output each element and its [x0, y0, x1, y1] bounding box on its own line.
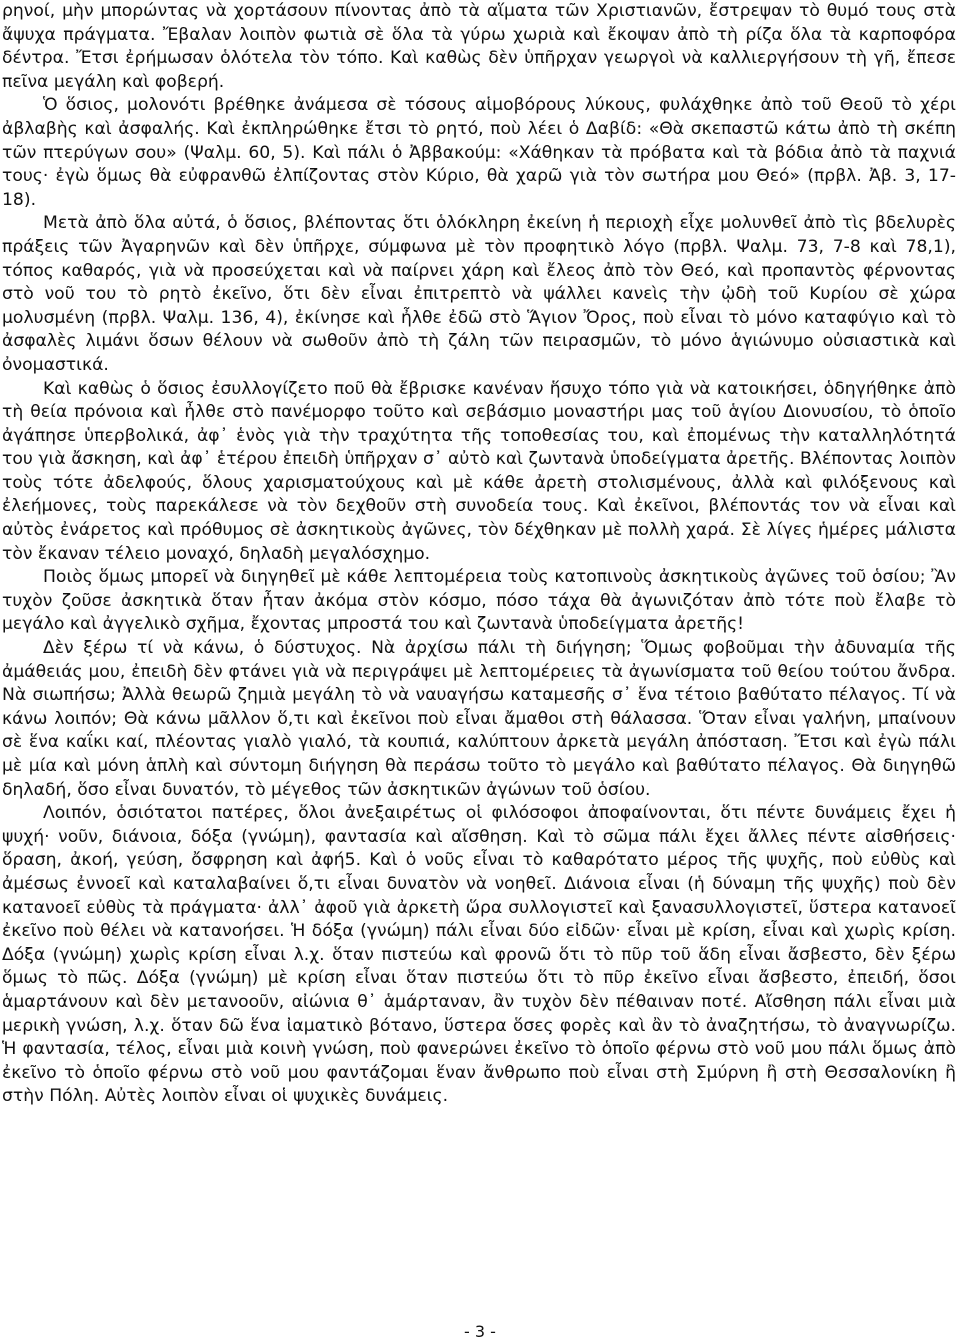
paragraph-3: Μετὰ ἀπὸ ὅλα αὐτά, ὁ ὅσιος, βλέποντας ὅτι ὁλόκληρη ἐκείνη ἡ περιοχὴ εἶχε μολυνθεῖ ἀπὸ τὶς βδελυρὲς πράξεις τῶν Ἀγαρηνῶν καὶ δὲν ὑπῆρχε, σύμφωνα μὲ τὸν προφητικὸ λόγο (πρβλ. Ψαλμ. 73, 7-8 καὶ 78,1), τόπος καθαρός, γιὰ νὰ προσεύχεται καὶ νὰ παίρνει χάρη καὶ ἔλεος ἀπὸ τὸν Θεό, καὶ προπαντὸς φέρνοντας στὸ νοῦ του τὸ ρητὸ ἐκεῖνο, ὅτι δὲν εἶναι ἐπιτρεπτὸ νὰ ψάλλει κανεὶς τὴν ᾠδὴ τοῦ Κυρίου σὲ χώρα μολυσμένη (πρβλ. Ψαλμ. 136, 4), ἐκίνησε καὶ ἦλθε ἐδῶ στὸ Ἅγιον Ὄρος, ποὺ εἶναι τὸ μόνο καταφύγιο καὶ τὸ ἀσφαλὲς λιμάνι ὅσων θέλουν νὰ σωθοῦν ἀπὸ τὴ ζάλη τῶν πειρασμῶν, τὸ μόνο ἁγιώνυμο οὐσιαστικὰ καὶ ὀνομαστικά.: [2, 213, 956, 375]
paragraph-6: Δὲν ξέρω τί νὰ κάνω, ὁ δύστυχος. Νὰ ἀρχίσω πάλι τὴ διήγηση; Ὅμως φοβοῦμαι τὴν ἀδυναμία τῆς ἀμάθειάς μου, ἐπειδὴ δὲν φτάνει γιὰ νὰ περιγράψει μὲ λεπτομέρειες τὰ ἀγωνίσματα τοῦ θείου τούτου ἄνδρα. Νὰ σιωπήσω; Ἀλλὰ θεωρῶ ζημιὰ μεγάλη τὸ νὰ ναυαγήσω καταμεσῆς σ᾽ ἕνα τέτοιο βαθύτατο πέλαγος. Τί νὰ κάνω λοιπόν; Θὰ κάνω μᾶλλον ὅ,τι καὶ ἐκεῖνοι ποὺ εἶναι ἄμαθοι στὴ θάλασσα. Ὅταν εἶναι γαλήνη, μπαίνουν σὲ ἕνα καΐκι καί, πλέοντας γιαλὸ γιαλό, τὰ κουπιά, καλύπτουν ἀρκετὰ μεγάλη ἀπόσταση. Ἔτσι καὶ ἐγὼ πάλι μὲ μία καὶ μόνη ἁπλὴ καὶ σύντομη διήγηση θὰ περάσω τοῦτο τὸ μεγάλο καὶ βαθύτατο πέλαγος. Θὰ διηγηθῶ δηλαδή, ὅσο εἶναι δυνατόν, τὸ μέγεθος τῶν ἀσκητικῶν ἀγώνων τοῦ ὁσίου.: [2, 638, 956, 800]
paragraph-2: Ὁ ὅσιος, μολονότι βρέθηκε ἀνάμεσα σὲ τόσους αἱμοβόρους λύκους, φυλάχθηκε ἀπὸ τοῦ Θεοῦ τὸ χέρι ἀβλαβὴς καὶ ἀσφαλής. Καὶ ἐκπληρώθηκε ἔτσι τὸ ρητό, ποὺ λέει ὁ Δαβίδ: «Θὰ σκεπαστῶ κάτω ἀπὸ τὴ σκέπη τῶν πτερύγων σου» (Ψαλμ. 60, 5). Καὶ πάλι ὁ Ἀββακούμ: «Χάθηκαν τὰ πρόβατα καὶ τὰ βόδια ἀπὸ τὰ παχνιά τους· ἐγὼ ὅμως θὰ εὐφρανθῶ ἐλπίζοντας στὸν Κύριο, θὰ χαρῶ γιὰ τὸν σωτήρα μου Θεό» (πρβλ. Ἀβ. 3, 17-18).: [2, 95, 956, 210]
page-number: - 3 -: [464, 1322, 496, 1341]
paragraph-1: ρηνοί, μὴν μπορώντας νὰ χορτάσουν πίνοντας ἀπὸ τὰ αἵματα τῶν Χριστιανῶν, ἔστρεψαν τὸ θυμό τους στὰ ἄψυχα πράγματα. Ἔβαλαν λοιπὸν φωτιὰ σὲ ὅλα τὰ γύρω χωριὰ καὶ ἔκοψαν ἀπὸ τὴ ρίζα ὅλα τὰ καρποφόρα δέντρα. Ἔτσι ἐρήμωσαν ὁλότελα τὸν τόπο. Καὶ καθὼς δὲν ὑπῆρχαν γεωργοὶ νὰ καλλιεργήσουν τὴ γῆ, ἔπεσε πεῖνα μεγάλη καὶ φοβερή.: [2, 1, 956, 92]
document-body: [2, 0, 956, 1109]
paragraph-5: Ποιὸς ὅμως μπορεῖ νὰ διηγηθεῖ μὲ κάθε λεπτομέρεια τοὺς κατοπινοὺς ἀσκητικοὺς ἀγῶνες τοῦ ὁσίου; Ἂν τυχὸν ζοῦσε ἀσκητικὰ ὅταν ἦταν ἀκόμα στὸν κόσμο, πόσο τάχα θὰ ἀγωνιζόταν ἀπὸ τότε ποὺ ἔλαβε τὸ μεγάλο καὶ ἀγγελικὸ σχῆμα, ἔχοντας μπροστά του καὶ ζωντανὰ ὑποδείγματα ἀρετῆς!: [2, 567, 956, 635]
paragraph-4: Καὶ καθὼς ὁ ὅσιος ἐσυλλογίζετο ποῦ θὰ ἔβρισκε κανέναν ἥσυχο τόπο γιὰ νὰ κατοικήσει, ὁδηγήθηκε ἀπὸ τὴ θεία πρόνοια καὶ ἦλθε στὸ πανέμορφο τοῦτο καὶ σεβάσμιο μοναστήρι μας τοῦ ἁγίου Διονυσίου, τὸ ὁποῖο ἀγάπησε ὑπερβολικά, ἀφ᾽ ἑνὸς γιὰ τὴν τραχύτητα τῆς τοποθεσίας του, καὶ ἐπομένως τὴν καταλληλότητά του γιὰ ἄσκηση, καὶ ἀφ᾽ ἑτέρου ἐπειδὴ ὑπῆρχαν σ᾽ αὐτὸ καὶ ζωντανὰ ὑποδείγματα ἀρετῆς. Βλέποντας λοιπὸν τοὺς τότε ἀδελφούς, ὅλους χαρισματούχους καὶ μὲ κάθε ἀρετὴ στολισμένους, ἀλλὰ καὶ φιλόξενους καὶ ἐλεήμονες, τοὺς παρεκάλεσε νὰ τὸν δεχθοῦν στὴ συνοδεία τους. Καὶ ἐκεῖνοι, βλέποντάς τον νὰ εἶναι καὶ αὐτὸς ἐνάρετος καὶ πρόθυμος σὲ ἀσκητικοὺς ἀγῶνες, τὸν δέχθηκαν μὲ πολλὴ χαρά. Σὲ λίγες ἡμέρες μάλιστα τὸν ἔκαναν τέλειο μοναχό, δηλαδὴ μεγαλόσχημο.: [2, 378, 956, 564]
paragraph-7: Λοιπόν, ὁσιότατοι πατέρες, ὅλοι ἀνεξαιρέτως οἱ φιλόσοφοι ἀποφαίνονται, ὅτι πέντε δυνάμεις ἔχει ἡ ψυχή· νοῦν, διάνοια, δόξα (γνώμη), φαντασία καὶ αἴσθηση. Καὶ τὸ σῶμα πάλι ἔχει ἄλλες πέντε αἰσθήσεις· ὅραση, ἀκοή, γεύση, ὄσφρηση καὶ ἀφή5. Καὶ ὁ νοῦς εἶναι τὸ καθαρότατο μέρος τῆς ψυχῆς, ποὺ εὐθὺς καὶ ἀμέσως ἐννοεῖ καὶ καταλαβαίνει ὅ,τι εἶναι δυνατὸν νὰ νοηθεῖ. Διάνοια εἶναι (ἡ δύναμη τῆς ψυχῆς) ποὺ δὲν κατανοεῖ εὐθὺς τὰ πράγματα· ἀλλ᾽ ἀφοῦ γιὰ ἀρκετὴ ὥρα συλλογιστεῖ καὶ ξανασυλλογιστεῖ, ὕστερα κατανοεῖ ἐκεῖνο ποὺ θέλει νὰ κατανοήσει. Ἡ δόξα (γνώμη) πάλι εἶναι δύο εἰδῶν· εἶναι μὲ κρίση, εἶναι καὶ χωρὶς κρίση. Δόξα (γνώμη) χωρὶς κρίση εἶναι λ.χ. ὅταν πιστεύω καὶ φρονῶ ὅτι τὸ πῦρ τοῦ ἅδη εἶναι ἄσβεστο, δὲν ξέρω ὅμως τὸ πῶς. Δόξα (γνώμη) μὲ κρίση εἶναι ὅταν πιστεύω ὅτι τὸ πῦρ ἐκεῖνο εἶναι ἄσβεστο, ἐπειδή, ὅσοι ἁμαρτάνουν καὶ δὲν μετανοοῦν, αἰώνια θ᾽ ἁμάρταναν, ἂν τυχὸν δὲν πέθαιναν ποτέ. Αἴσθηση πάλι εἶναι μιὰ μερικὴ γνώση, λ.χ. ὅταν δῶ ἕνα ἰαματικὸ βότανο, ὕστερα ὅσες φορὲς καὶ ἂν τὸ ἀναζητήσω, τὸ ἀναγνωρίζω. Ἡ φαντασία, τέλος, εἶναι μιὰ κοινὴ γνώση, ποὺ φανερώνει ἐκεῖνο τὸ ὁποῖο φέρνω στὸ νοῦ μου πάλι ὅμως ἀπὸ ἐκεῖνο τὸ ὁποῖο φέρνω στὸ νοῦ μου φαντάζομαι ἕναν ἄνθρωπο ποὺ εἶναι στὴ Σμύρνη ἢ στὴ Θεσσαλονίκη ἢ στὴν Πόλη. Αὐτὲς λοιπὸν εἶναι οἱ ψυχικὲς δυνάμεις.: [2, 803, 956, 1107]
